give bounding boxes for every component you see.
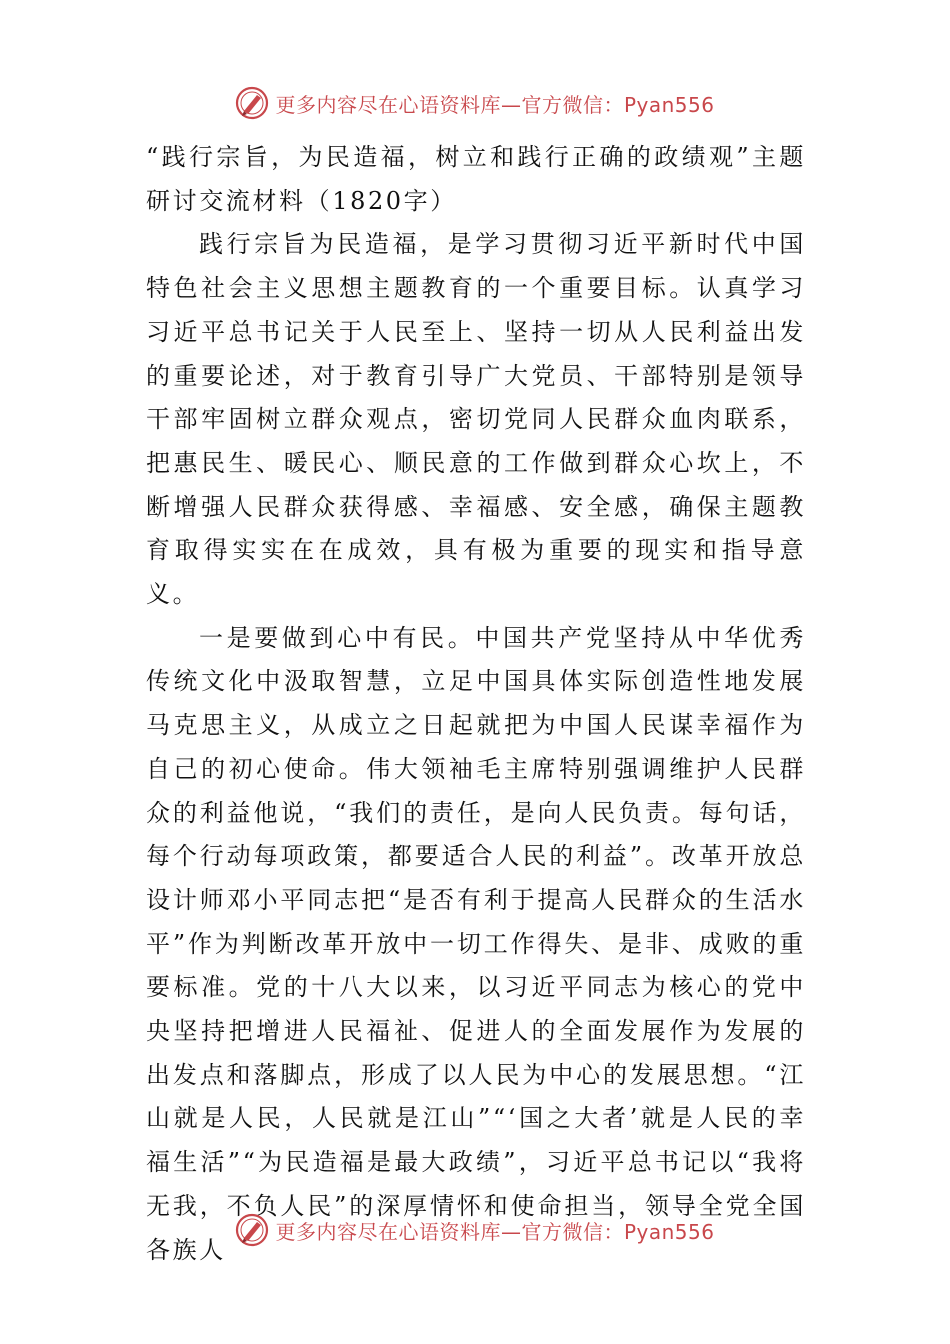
footer-banner xyxy=(0,1210,950,1250)
pen-logo-icon xyxy=(235,1213,269,1247)
header-banner xyxy=(0,83,950,123)
header-banner-text: 更多内容尽在心语资料库—官方微信：Pyan556 xyxy=(275,92,715,117)
document-body xyxy=(146,136,806,1272)
paragraph-point-one: 一是要做到心中有民。中国共产党坚持从中华优秀传统文化中汲取智慧，立足中国具体实际创造性地发展马克思主义，从成立之日起就把为中国人民谋幸福作为自己的初心使命。伟大领袖毛主席特别强调维护人民群众的利益他说，“我们的责任，是向人民负责。每句话，每个行动每项政策，都要适合人民的利益”。改革开放总设计师邓小平同志把“是否有利于提高人民群众的生活水平”作为判断改革开放中一切工作得失、是非、成败的重要标准。党的十八大以来，以习近平同志为核心的党中央坚持把增进人民福祉、促进人的全面发展作为发展的出发点和落脚点，形成了以人民为中心的发展思想。“江山就是人民，人民就是江山”“‘国之大者’就是人民的幸福生活”“为民造福是最大政绩”，习近平总书记以“我将无我，不负人民”的深厚情怀和使命担当，领导全党全国各族人 xyxy=(146,623,806,1264)
footer-banner-text: 更多内容尽在心语资料库—官方微信：Pyan556 xyxy=(275,1219,715,1244)
pen-logo-icon xyxy=(235,86,269,120)
document-title: “践行宗旨，为民造福，树立和践行正确的政绩观”主题研讨交流材料（1820字） xyxy=(146,143,806,215)
paragraph-intro: 践行宗旨为民造福，是学习贯彻习近平新时代中国特色社会主义思想主题教育的一个重要目标。认真学习习近平总书记关于人民至上、坚持一切从人民利益出发的重要论述，对于教育引导广大党员、干部特别是领导干部牢固树立群众观点，密切党同人民群众血肉联系，把惠民生、暖民心、顺民意的工作做到群众心坎上，不断增强人民群众获得感、幸福感、安全感，确保主题教育取得实实在在成效，具有极为重要的现实和指导意义。 xyxy=(146,230,806,609)
